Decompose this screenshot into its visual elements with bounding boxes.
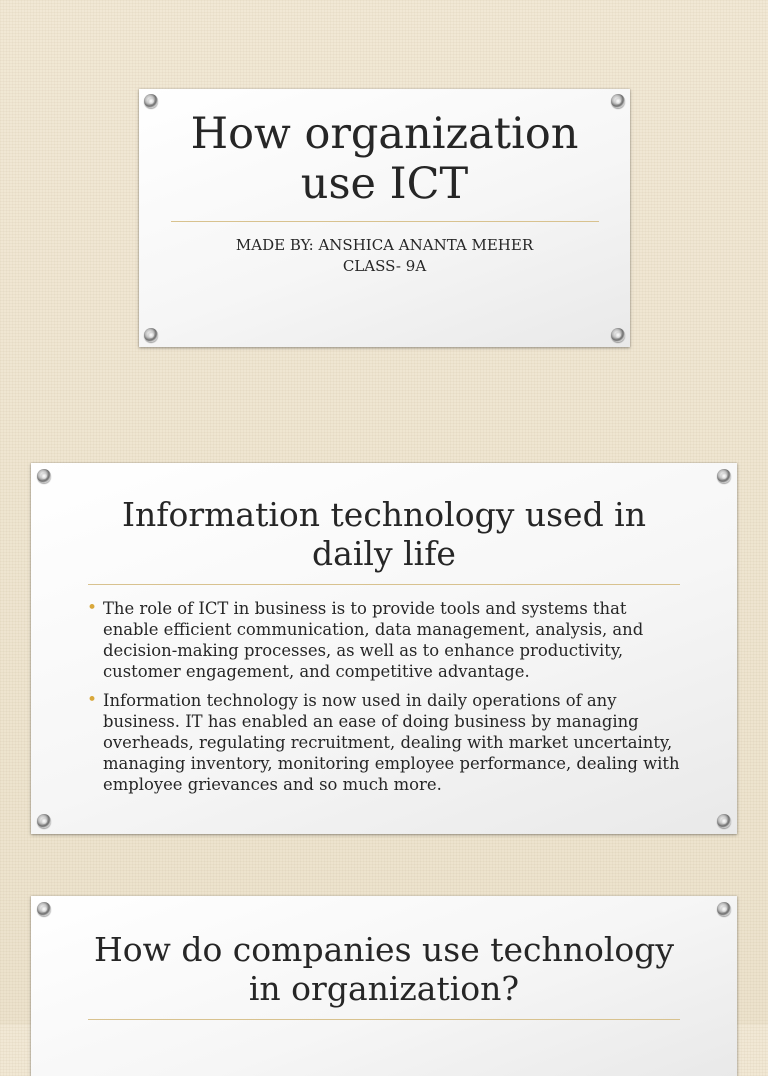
class-line: CLASS- 9A [342, 257, 427, 275]
title-divider [171, 221, 599, 222]
rivet-icon [611, 94, 625, 108]
slide-subtitle [139, 235, 630, 277]
slide-title: Information technology used in daily life [121, 495, 646, 573]
rivet-icon [717, 469, 731, 483]
rivet-icon [37, 902, 51, 916]
rivet-icon [717, 902, 731, 916]
slide-title: How do companies use technology in organization? [93, 930, 675, 1008]
rivet-icon [144, 328, 158, 342]
rivet-icon [717, 814, 731, 828]
slide-2 [31, 463, 737, 834]
rivet-icon [37, 814, 51, 828]
rivet-icon [611, 328, 625, 342]
title-divider [88, 584, 680, 585]
slide-3 [31, 896, 737, 1076]
slide-1 [139, 89, 630, 347]
rivet-icon [144, 94, 158, 108]
slide-title: How organization use ICT [190, 109, 579, 210]
list-item: • The role of ICT in business is to provide tools and systems that enable efficient communication, data management, analysis, and decision-making processes, as well as to enhance productivity, customer engagement, and competitive advantage. [87, 598, 683, 682]
title-divider [88, 1019, 680, 1020]
list-item: • Information technology is now used in daily operations of any business. IT has enabled an ease of doing business by managing overheads, regulating recruitment, dealing with market uncertainty, managing inventory, monitoring employee performance, dealing with employee grievances and so much more. [87, 690, 683, 795]
bullet-list [87, 598, 683, 803]
author-line: MADE BY: ANSHICA ANANTA MEHER [235, 236, 534, 254]
rivet-icon [37, 469, 51, 483]
